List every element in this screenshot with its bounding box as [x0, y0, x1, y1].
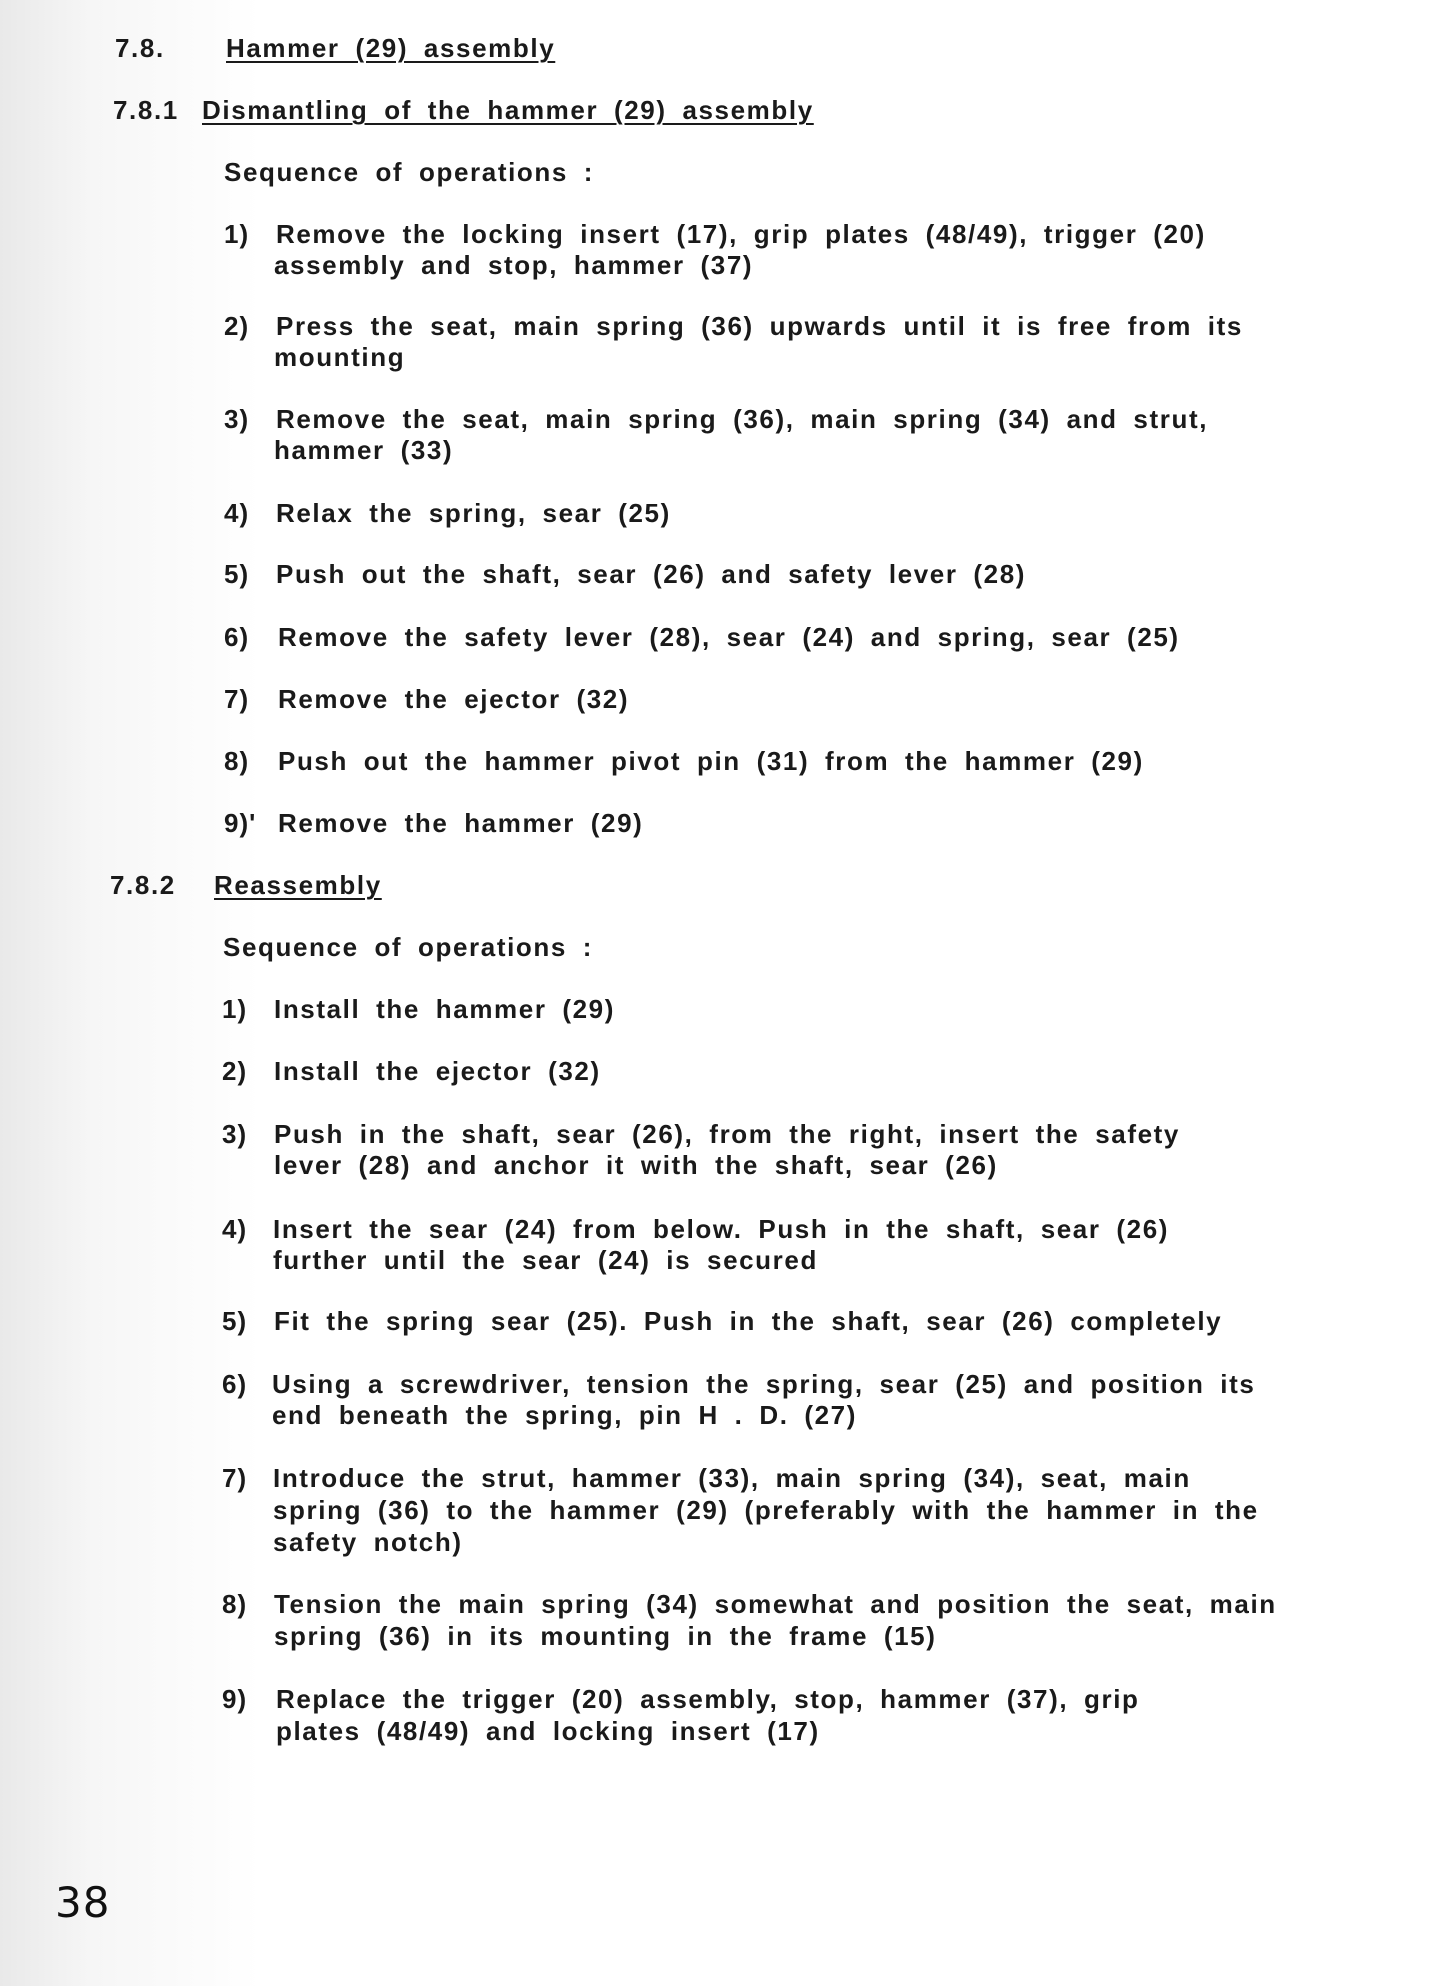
- reassembly-step-number: 3): [222, 1119, 248, 1149]
- reassembly-step-text: spring (36) to the hammer (29) (preferably with the hammer in the: [273, 1495, 1259, 1525]
- dismantling-step-number: 4): [224, 498, 250, 528]
- reassembly-step-number: 4): [222, 1214, 248, 1244]
- dismantling-step-number: 9)': [224, 808, 257, 838]
- reassembly-step-text: lever (28) and anchor it with the shaft, sear (26): [274, 1150, 998, 1180]
- reassembly-step-text: plates (48/49) and locking insert (17): [276, 1716, 820, 1746]
- dismantling-step-text: Remove the hammer (29): [278, 808, 644, 838]
- dismantling-step-text: Relax the spring, sear (25): [276, 498, 671, 528]
- dismantling-step-number: 2): [224, 311, 250, 341]
- subsection-number-reassembly: 7.8.2: [110, 870, 176, 900]
- dismantling-step-text: Remove the locking insert (17), grip plates (48/49), trigger (20): [276, 219, 1206, 249]
- reassembly-step-number: 1): [222, 994, 248, 1024]
- reassembly-step-text: further until the sear (24) is secured: [273, 1245, 818, 1275]
- reassembly-step-text: Tension the main spring (34) somewhat and position the seat, main: [274, 1589, 1277, 1619]
- dismantling-step-text: assembly and stop, hammer (37): [274, 250, 754, 280]
- dismantling-step-text: Remove the safety lever (28), sear (24) and spring, sear (25): [278, 622, 1180, 652]
- section-number: 7.8.: [115, 33, 165, 63]
- reassembly-step-number: 9): [222, 1684, 248, 1714]
- dismantling-step-number: 3): [224, 404, 250, 434]
- subsection-title-dismantling: Dismantling of the hammer (29) assembly: [202, 95, 814, 125]
- reassembly-step-text: Introduce the strut, hammer (33), main spring (34), seat, main: [273, 1463, 1191, 1493]
- dismantling-step-text: mounting: [274, 342, 406, 372]
- dismantling-step-text: Remove the seat, main spring (36), main spring (34) and strut,: [276, 404, 1209, 434]
- reassembly-step-text: spring (36) in its mounting in the frame (15): [274, 1621, 937, 1651]
- dismantling-step-text: Push out the shaft, sear (26) and safety lever (28): [276, 559, 1027, 589]
- dismantling-step-text: Remove the ejector (32): [278, 684, 630, 714]
- page-number: 38: [55, 1878, 111, 1927]
- dismantling-step-number: 5): [224, 559, 250, 589]
- dismantling-step-number: 7): [224, 684, 250, 714]
- sequence-label-dismantling: Sequence of operations :: [224, 157, 595, 187]
- dismantling-step-number: 6): [224, 622, 250, 652]
- reassembly-step-number: 5): [222, 1306, 248, 1336]
- subsection-number-dismantling: 7.8.1: [113, 95, 179, 125]
- reassembly-step-number: 2): [222, 1056, 248, 1086]
- reassembly-step-number: 6): [222, 1369, 248, 1399]
- dismantling-step-text: Push out the hammer pivot pin (31) from the hammer (29): [278, 746, 1144, 776]
- dismantling-step-number: 8): [224, 746, 250, 776]
- reassembly-step-text: Fit the spring sear (25). Push in the shaft, sear (26) completely: [274, 1306, 1223, 1336]
- dismantling-step-text: hammer (33): [274, 435, 454, 465]
- sequence-label-reassembly: Sequence of operations :: [223, 932, 594, 962]
- reassembly-step-text: Replace the trigger (20) assembly, stop, hammer (37), grip: [276, 1684, 1140, 1714]
- subsection-title-reassembly: Reassembly: [214, 870, 382, 900]
- reassembly-step-text: safety notch): [273, 1527, 463, 1557]
- reassembly-step-text: Install the hammer (29): [274, 994, 615, 1024]
- reassembly-step-number: 7): [222, 1463, 248, 1493]
- reassembly-step-text: Install the ejector (32): [274, 1056, 601, 1086]
- reassembly-step-text: Using a screwdriver, tension the spring, sear (25) and position its: [272, 1369, 1256, 1399]
- dismantling-step-text: Press the seat, main spring (36) upwards until it is free from its: [276, 311, 1243, 341]
- section-title: Hammer (29) assembly: [226, 33, 556, 63]
- reassembly-step-text: Insert the sear (24) from below. Push in the shaft, sear (26): [273, 1214, 1170, 1244]
- dismantling-step-number: 1): [224, 219, 250, 249]
- reassembly-step-text: Push in the shaft, sear (26), from the right, insert the safety: [274, 1119, 1180, 1149]
- reassembly-step-text: end beneath the spring, pin H . D. (27): [272, 1400, 857, 1430]
- reassembly-step-number: 8): [222, 1589, 248, 1619]
